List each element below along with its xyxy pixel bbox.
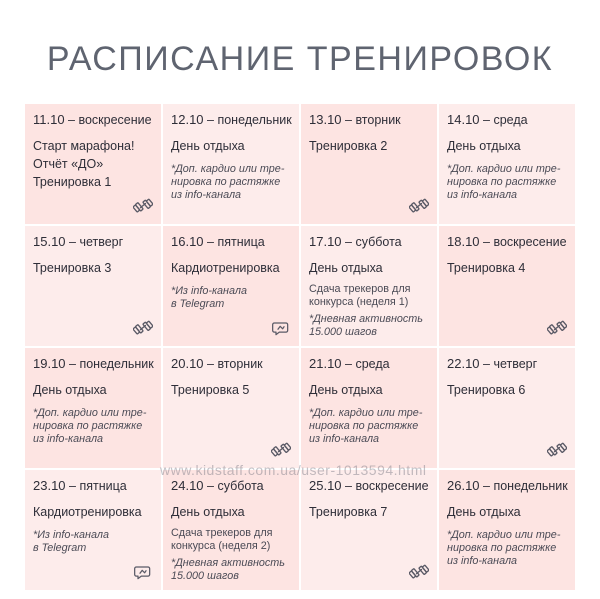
activity-label: Старт марафона! Отчёт «ДО» Тренировка 1	[33, 139, 135, 189]
date-number: 12.10	[171, 112, 204, 127]
activity-label: Кардиотренировка	[171, 261, 280, 275]
dumbbell-icon	[409, 563, 429, 581]
chat-icon	[271, 319, 291, 337]
weekday-label: – среда	[341, 357, 390, 371]
date-number: 23.10	[33, 478, 66, 493]
extra-note: *Доп. кардио или тре- нировка по растяжке из info-канала	[447, 163, 561, 201]
extra-note: *Доп. кардио или тре- нировка по растяжке из info-канала	[447, 529, 561, 567]
extra-note: *Из info-канала в Telegram	[33, 529, 109, 554]
schedule-cell	[25, 104, 161, 224]
dumbbell-icon	[271, 441, 291, 459]
cell-date	[447, 234, 567, 249]
cell-date	[33, 356, 153, 371]
schedule-cell	[163, 226, 299, 346]
weekday-label: – суббота	[203, 479, 264, 493]
activity-goal-note: *Дневная активность 15.000 шагов	[171, 557, 285, 582]
tracker-note: Сдача трекеров для конкурса (неделя 1)	[309, 283, 411, 308]
cell-date	[309, 234, 429, 249]
cell-date	[309, 112, 429, 127]
weekday-label: – воскресение	[341, 479, 429, 493]
schedule-grid	[25, 104, 575, 590]
schedule-cell	[25, 470, 161, 590]
chat-icon	[133, 563, 153, 581]
extra-note: *Доп. кардио или тре- нировка по растяжке из info-канала	[309, 407, 423, 445]
date-number: 15.10	[33, 234, 66, 249]
date-number: 26.10	[447, 478, 480, 493]
extra-note: *Доп. кардио или тре- нировка по растяжке из info-канала	[171, 163, 285, 201]
activity-label: День отдыха	[171, 139, 245, 153]
cell-date	[171, 356, 291, 371]
schedule-cell	[439, 348, 575, 468]
cell-date	[33, 234, 153, 249]
weekday-label: – среда	[479, 113, 528, 127]
weekday-label: – пятница	[65, 479, 127, 493]
dumbbell-icon	[409, 197, 429, 215]
weekday-label: – вторник	[341, 113, 401, 127]
activity-label: День отдыха	[33, 383, 107, 397]
date-number: 16.10	[171, 234, 204, 249]
activity-label: Тренировка 3	[33, 261, 112, 275]
cell-date	[447, 112, 567, 127]
tracker-note: Сдача трекеров для конкурса (неделя 2)	[171, 527, 273, 552]
activity-label: Тренировка 2	[309, 139, 388, 153]
activity-label: День отдыха	[309, 383, 383, 397]
schedule-cell	[301, 104, 437, 224]
date-number: 14.10	[447, 112, 480, 127]
cell-date	[447, 356, 567, 371]
weekday-label: – четверг	[65, 235, 124, 249]
cell-date	[171, 234, 291, 249]
dumbbell-icon	[547, 441, 567, 459]
date-number: 19.10	[33, 356, 66, 371]
schedule-cell	[163, 348, 299, 468]
date-number: 20.10	[171, 356, 204, 371]
date-number: 21.10	[309, 356, 342, 371]
weekday-label: – пятница	[203, 235, 265, 249]
schedule-cell	[301, 348, 437, 468]
cell-date	[171, 478, 291, 493]
schedule-cell	[439, 226, 575, 346]
schedule-cell	[25, 348, 161, 468]
page-title: РАСПИСАНИЕ ТРЕНИРОВОК	[46, 40, 554, 78]
date-number: 24.10	[171, 478, 204, 493]
extra-note: *Из info-канала в Telegram	[171, 285, 247, 310]
schedule-cell	[301, 226, 437, 346]
extra-note: *Доп. кардио или тре- нировка по растяжке из info-канала	[33, 407, 147, 445]
activity-label: День отдыха	[447, 139, 521, 153]
schedule-cell	[439, 104, 575, 224]
weekday-label: – четверг	[479, 357, 538, 371]
weekday-label: – понедельник	[203, 113, 292, 127]
schedule-cell	[163, 104, 299, 224]
weekday-label: – понедельник	[479, 479, 568, 493]
cell-date	[309, 478, 429, 493]
dumbbell-icon	[133, 197, 153, 215]
schedule-cell	[301, 470, 437, 590]
weekday-label: – понедельник	[65, 357, 154, 371]
activity-label: День отдыха	[447, 505, 521, 519]
date-number: 11.10	[33, 112, 65, 127]
date-number: 25.10	[309, 478, 342, 493]
activity-goal-note: *Дневная активность 15.000 шагов	[309, 313, 423, 338]
activity-label: День отдыха	[171, 505, 245, 519]
activity-label: Тренировка 5	[171, 383, 250, 397]
weekday-label: – воскресение	[64, 113, 152, 127]
weekday-label: – вторник	[203, 357, 263, 371]
date-number: 18.10	[447, 234, 480, 249]
weekday-label: – воскресение	[479, 235, 567, 249]
dumbbell-icon	[547, 319, 567, 337]
dumbbell-icon	[133, 319, 153, 337]
date-number: 13.10	[309, 112, 342, 127]
activity-label: Кардиотренировка	[33, 505, 142, 519]
cell-date	[171, 112, 291, 127]
date-number: 22.10	[447, 356, 480, 371]
cell-date	[33, 478, 153, 493]
activity-label: День отдыха	[309, 261, 383, 275]
cell-date	[309, 356, 429, 371]
activity-label: Тренировка 7	[309, 505, 388, 519]
cell-date	[33, 112, 153, 127]
schedule-cell	[439, 470, 575, 590]
date-number: 17.10	[309, 234, 342, 249]
schedule-cell	[163, 470, 299, 590]
watermark: www.kidstaff.com.ua/user-1013594.html	[160, 462, 427, 478]
weekday-label: – суббота	[341, 235, 402, 249]
schedule-cell	[25, 226, 161, 346]
cell-date	[447, 478, 567, 493]
activity-label: Тренировка 4	[447, 261, 526, 275]
activity-label: Тренировка 6	[447, 383, 526, 397]
